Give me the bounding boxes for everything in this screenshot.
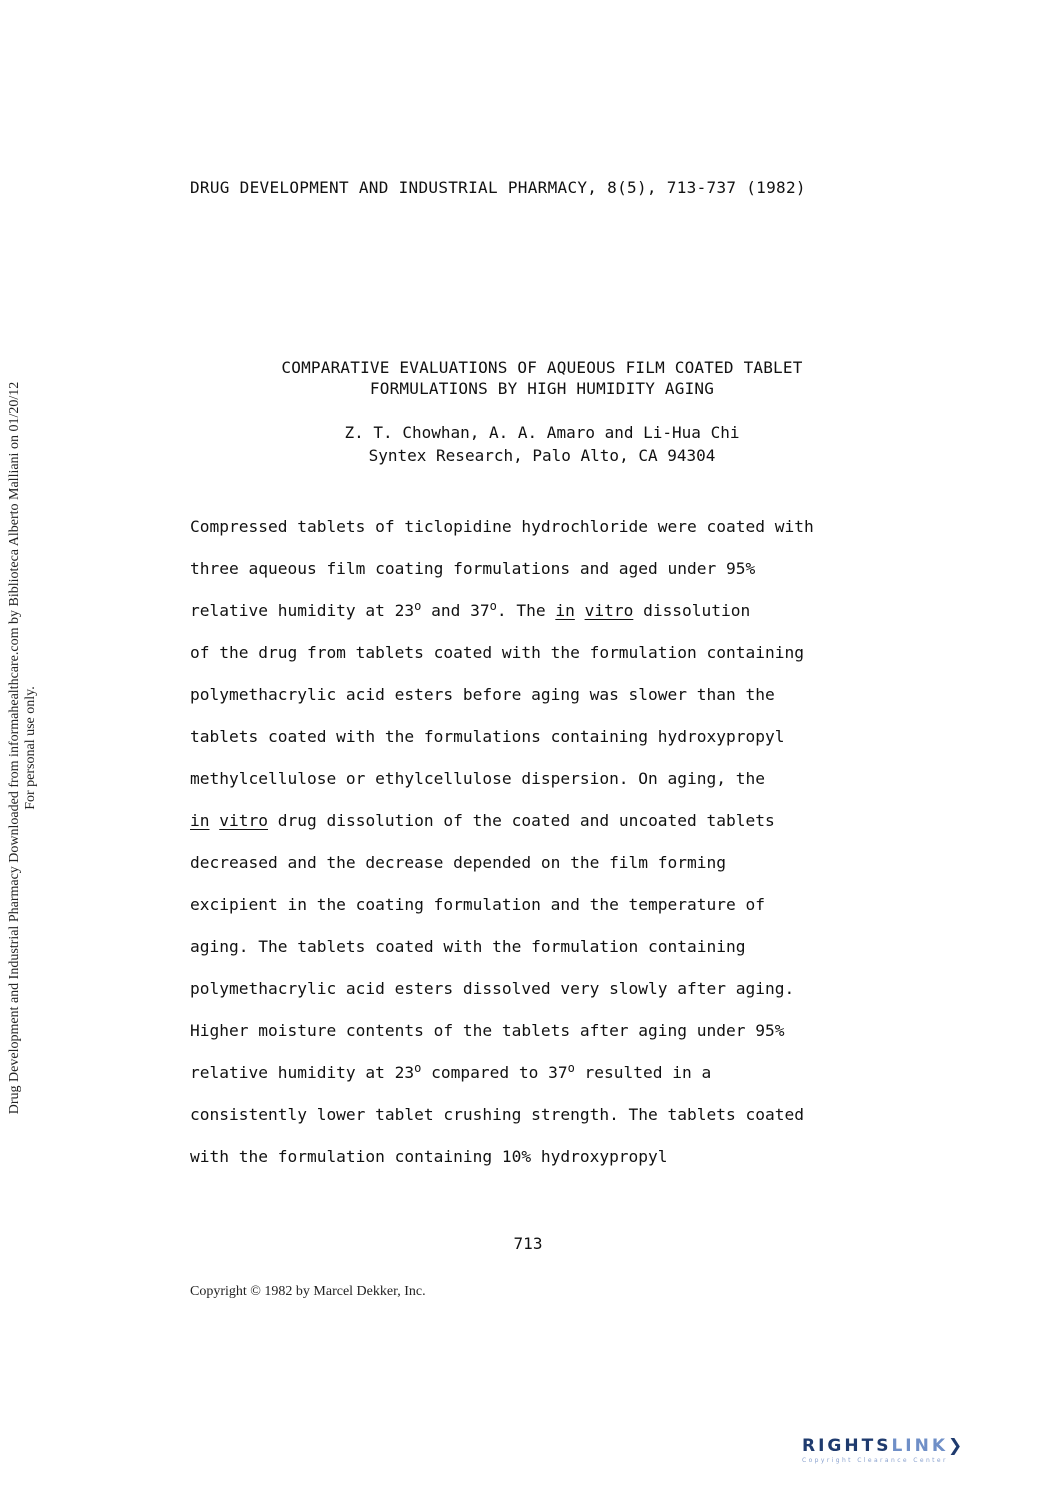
abstract-line: tablets coated with the formulations containing hydroxypropyl <box>190 727 785 746</box>
rightslink-wordmark <box>802 1436 1032 1456</box>
page-number <box>0 1234 1050 1253</box>
underlined-term: in <box>190 811 210 830</box>
text-run: . The <box>496 601 556 620</box>
rightslink-part-1: RIGHTS <box>802 1436 892 1456</box>
copyright-notice: Copyright © 1982 by Marcel Dekker, Inc. <box>190 1284 426 1299</box>
title-line-2: FORMULATIONS BY HIGH HUMIDITY AGING <box>369 379 715 398</box>
abstract-line: decreased and the decrease depended on the film forming <box>190 853 727 872</box>
text-run <box>575 601 585 620</box>
abstract-line: polymethacrylic acid esters dissolved very slowly after aging. <box>190 979 795 998</box>
abstract-line: Compressed tablets of ticlopidine hydrochloride were coated with <box>190 517 814 536</box>
abstract-line: Higher moisture contents of the tablets after aging under 95% <box>190 1021 785 1040</box>
rightslink-logo[interactable] <box>802 1436 1032 1476</box>
download-watermark <box>0 0 50 1500</box>
watermark-line-1: Drug Development and Industrial Pharmacy Downloaded from informahealthcare.com by Biblioteca Alberto Malliani on 01/20/12 <box>7 381 22 1115</box>
text-run: dissolution <box>633 601 751 620</box>
degree-superscript: o <box>414 599 422 613</box>
authors: Z. T. Chowhan, A. A. Amaro and Li-Hua Chi <box>344 423 740 442</box>
text-run: and 37 <box>421 601 490 620</box>
abstract-line <box>190 1052 890 1094</box>
abstract <box>190 506 890 1178</box>
degree-superscript: o <box>414 1061 422 1075</box>
abstract-line: of the drug from tablets coated with the formulation containing <box>190 643 804 662</box>
underlined-term: in <box>555 601 575 620</box>
chevron-right-icon: ❯ <box>948 1436 966 1456</box>
title-line-1: COMPARATIVE EVALUATIONS OF AQUEOUS FILM COATED TABLET <box>281 358 803 377</box>
abstract-line <box>190 800 890 842</box>
rightslink-tagline: Copyright Clearance Center <box>802 1457 948 1464</box>
underlined-term: vitro <box>219 811 268 830</box>
abstract-line <box>190 590 890 632</box>
abstract-line: consistently lower tablet crushing strength. The tablets coated <box>190 1105 804 1124</box>
text-run: drug dissolution of the coated and uncoated tablets <box>267 811 775 830</box>
text-run: resulted in a <box>574 1063 712 1082</box>
text-run: relative humidity at 23 <box>190 1063 415 1082</box>
abstract-line: methylcellulose or ethylcellulose dispersion. On aging, the <box>190 769 765 788</box>
watermark-line-2: For personal use only. <box>23 686 38 810</box>
author-block <box>0 421 1050 467</box>
degree-superscript: o <box>489 599 497 613</box>
article-title <box>0 357 1050 399</box>
page-number-text: 713 <box>513 1234 543 1253</box>
text-run <box>210 811 220 830</box>
abstract-line: with the formulation containing 10% hydroxypropyl <box>190 1147 668 1166</box>
abstract-line: excipient in the coating formulation and the temperature of <box>190 895 765 914</box>
text-run: relative humidity at 23 <box>190 601 415 620</box>
abstract-line: polymethacrylic acid esters before aging was slower than the <box>190 685 775 704</box>
rightslink-part-2: LINK <box>891 1436 948 1456</box>
underlined-term: vitro <box>584 601 634 620</box>
abstract-line: three aqueous film coating formulations and aged under 95% <box>190 559 756 578</box>
journal-header: DRUG DEVELOPMENT AND INDUSTRIAL PHARMACY, 8(5), 713-737 (1982) <box>190 178 806 197</box>
degree-superscript: o <box>567 1061 575 1075</box>
abstract-line: aging. The tablets coated with the formulation containing <box>190 937 746 956</box>
affiliation: Syntex Research, Palo Alto, CA 94304 <box>368 446 716 465</box>
text-run: compared to 37 <box>421 1063 568 1082</box>
